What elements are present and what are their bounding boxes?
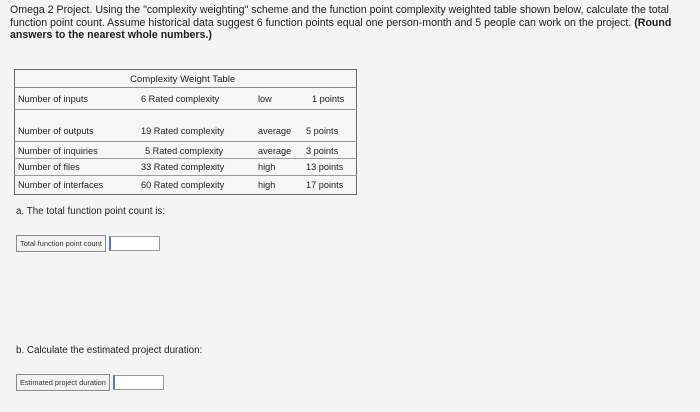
- estimated-duration-row: [16, 374, 164, 391]
- row-label-inputs: Number of inputs: [18, 94, 88, 104]
- row-points-interfaces: 17 points: [306, 180, 344, 190]
- table-title: Complexity Weight Table: [130, 74, 236, 85]
- row-label-interfaces: Number of interfaces: [18, 180, 104, 190]
- row-points-files: 13 points: [306, 162, 344, 172]
- estimated-duration-label: Estimated project duration: [16, 374, 110, 391]
- row-divider: [14, 141, 357, 142]
- row-points-inquiries: 3 points: [306, 146, 339, 156]
- row-rated-inputs: 6 Rated complexity: [141, 94, 220, 104]
- row-level-outputs: average: [258, 126, 292, 136]
- row-divider: [14, 109, 357, 110]
- problem-text: Omega 2 Project. Using the "complexity weighting" scheme and the function point complexity weighted table shown below, calculate the total function point count. Assume historical data suggest 6 function points equal one person-month and 5 people can work on the project.: [10, 4, 669, 29]
- table-header-divider: [14, 87, 357, 88]
- total-function-point-input[interactable]: [109, 236, 160, 251]
- row-rated-outputs: 19 Rated complexity: [141, 126, 225, 136]
- rounding-note: (Round answers to the nearest whole numbers.): [10, 16, 672, 42]
- row-rated-interfaces: 60 Rated complexity: [141, 180, 225, 190]
- row-level-inputs: low: [258, 94, 272, 104]
- row-rated-files: 33 Rated complexity: [141, 162, 225, 172]
- total-function-point-label: Total function point count: [16, 235, 106, 252]
- question-a: a. The total function point count is:: [16, 206, 166, 217]
- question-b: b. Calculate the estimated project duration:: [16, 345, 203, 356]
- row-divider: [14, 158, 357, 159]
- row-level-interfaces: high: [258, 180, 276, 190]
- row-rated-inquiries: 5 Rated complexity: [145, 146, 224, 156]
- row-level-files: high: [258, 162, 276, 172]
- row-points-outputs: 5 points: [306, 126, 339, 136]
- estimated-duration-input[interactable]: [113, 375, 164, 390]
- row-level-inquiries: average: [258, 146, 292, 156]
- row-label-inquiries: Number of inquiries: [18, 146, 98, 156]
- total-function-point-row: [16, 235, 160, 252]
- row-points-inputs: 1 points: [312, 94, 345, 104]
- problem-statement: [10, 4, 694, 42]
- row-divider: [14, 175, 357, 176]
- row-label-files: Number of files: [18, 162, 80, 172]
- row-label-outputs: Number of outputs: [18, 126, 94, 136]
